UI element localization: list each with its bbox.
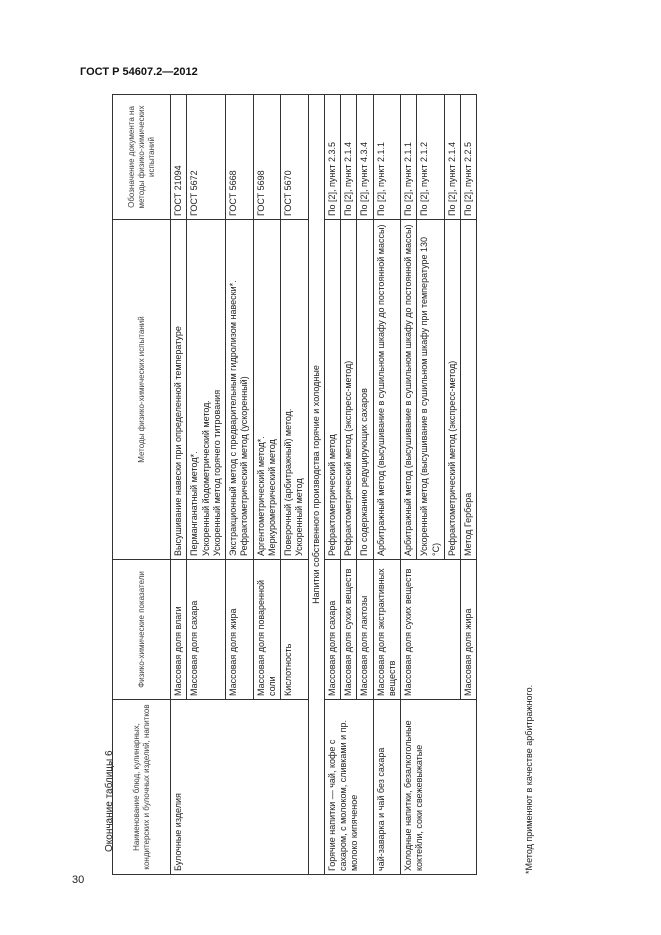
- indicator-cell: Массовая доля поваренной соли: [253, 560, 281, 700]
- indicator-cell: Массовая доля жира: [226, 560, 254, 700]
- method-line: Перманганатный метод*.: [189, 451, 200, 556]
- method-cell: [281, 220, 309, 560]
- table-caption: Окончание таблицы 6: [104, 750, 115, 852]
- method-cell: [226, 220, 254, 560]
- method-cell: [171, 220, 187, 560]
- product-cell: Холодные напитки, безалкогольные коктейли, соки свежевыжатые: [401, 700, 477, 875]
- page-number: 30: [72, 874, 85, 886]
- table-row: [373, 95, 401, 875]
- document-cell: По [2], пункт 2.1.1: [373, 95, 401, 220]
- table-row: [401, 95, 417, 875]
- method-cell: Рефрактометрический метод: [324, 220, 340, 560]
- indicator-cell: Массовая доля сахара: [324, 560, 340, 700]
- document-cell: По [2], пункт 2.1.4: [444, 95, 460, 220]
- method-cell: [187, 220, 226, 560]
- document-cell: ГОСТ 5668: [226, 95, 254, 220]
- method-cell: Рефрактометрический метод (экспресс-метод): [341, 220, 357, 560]
- indicator-cell: Массовая доля сухих веществ: [341, 560, 357, 700]
- table-row: [324, 95, 340, 875]
- table-row: [171, 95, 187, 875]
- method-line: Поверочный (арбитражный) метод.: [283, 408, 293, 556]
- method-line: Аргентометрический метод*.: [255, 436, 266, 556]
- product-cell: чай-заварка и чай без сахара: [373, 700, 401, 875]
- document-cell: ГОСТ 5672: [187, 95, 226, 220]
- method-line: Меркурометрический метод: [266, 439, 277, 556]
- standard-header: ГОСТ Р 54607.2—2012: [80, 66, 198, 78]
- section-title: Напитки собственного производства горячие и холодные: [308, 95, 324, 875]
- document-cell: По [2], пункт 2.1.4: [341, 95, 357, 220]
- section-row: [308, 95, 324, 875]
- indicator-cell: Массовая доля лактозы: [357, 560, 373, 700]
- table-footnote: *Метод применяют в качестве арбитражного.: [524, 684, 534, 874]
- method-cell: По содержанию редуцирующих сахаров: [357, 220, 373, 560]
- document-cell: ГОСТ 5670: [281, 95, 309, 220]
- indicator-cell: Массовая доля сухих веществ: [401, 560, 461, 700]
- table-header-row: [113, 95, 171, 875]
- document-cell: По [2], пункт 2.1.2: [417, 95, 445, 220]
- column-header-product: Наименование блюд, кулинарных, кондитерских и булочных изделий, напитков: [113, 700, 171, 875]
- product-cell: Булочные изделия: [171, 700, 309, 875]
- product-cell: Горячие напитки — чай, кофе с сахаром, с молоком, сливками и пр. молоко кипяченое: [324, 700, 373, 875]
- indicator-cell: Массовая доля влаги: [171, 560, 187, 700]
- document-cell: По [2], пункт 2.3.5: [324, 95, 340, 220]
- indicator-cell: Массовая доля сахара: [187, 560, 226, 700]
- column-header-method: Методы физико-химических испытаний: [113, 220, 171, 560]
- indicator-cell: Кислотность: [281, 560, 309, 700]
- method-line: Ускоренный метод: [294, 478, 305, 556]
- document-cell: По [2], пункт 2.2.5: [461, 95, 477, 220]
- document-cell: По [2], пункт 4.3.4: [357, 95, 373, 220]
- method-cell: Арбитражный метод (высушивание в сушильном шкафу до постоянной массы): [401, 220, 417, 560]
- method-line: Высушивание навески при определенной температуре: [173, 326, 183, 556]
- indicator-cell: Массовая доля экстрактивных веществ: [373, 560, 401, 700]
- method-cell: Арбитражный метод (высушивание в сушильном шкафу до постоянной массы): [373, 220, 401, 560]
- methods-table: [112, 94, 477, 875]
- document-cell: По [2], пункт 2.1.1: [401, 95, 417, 220]
- method-cell: [253, 220, 281, 560]
- column-header-indicator: Физико-химические показатели: [113, 560, 171, 700]
- indicator-cell: Массовая доля жира: [461, 560, 477, 700]
- column-header-document: Обозначение документа на методы физико-химических испытаний: [113, 95, 171, 220]
- rotated-table-container: [112, 95, 507, 875]
- method-cell: Метод Гербера: [461, 220, 477, 560]
- method-line: Рефрактометрический метод (ускоренный): [239, 376, 250, 556]
- method-line: Экстракционный метод с предварительным гидролизом навески*.: [228, 280, 238, 556]
- method-cell: Ускоренный метод (высушивание в сушильном шкафу при температуре 130 °С): [417, 220, 445, 560]
- document-cell: ГОСТ 21094: [171, 95, 187, 220]
- method-line: Ускоренный йодометрический метод.: [200, 400, 211, 556]
- document-cell: ГОСТ 5698: [253, 95, 281, 220]
- method-cell: Рефрактометрический метод (экспресс-метод): [444, 220, 460, 560]
- method-line: Ускоренный метод горячего титрования: [211, 389, 222, 556]
